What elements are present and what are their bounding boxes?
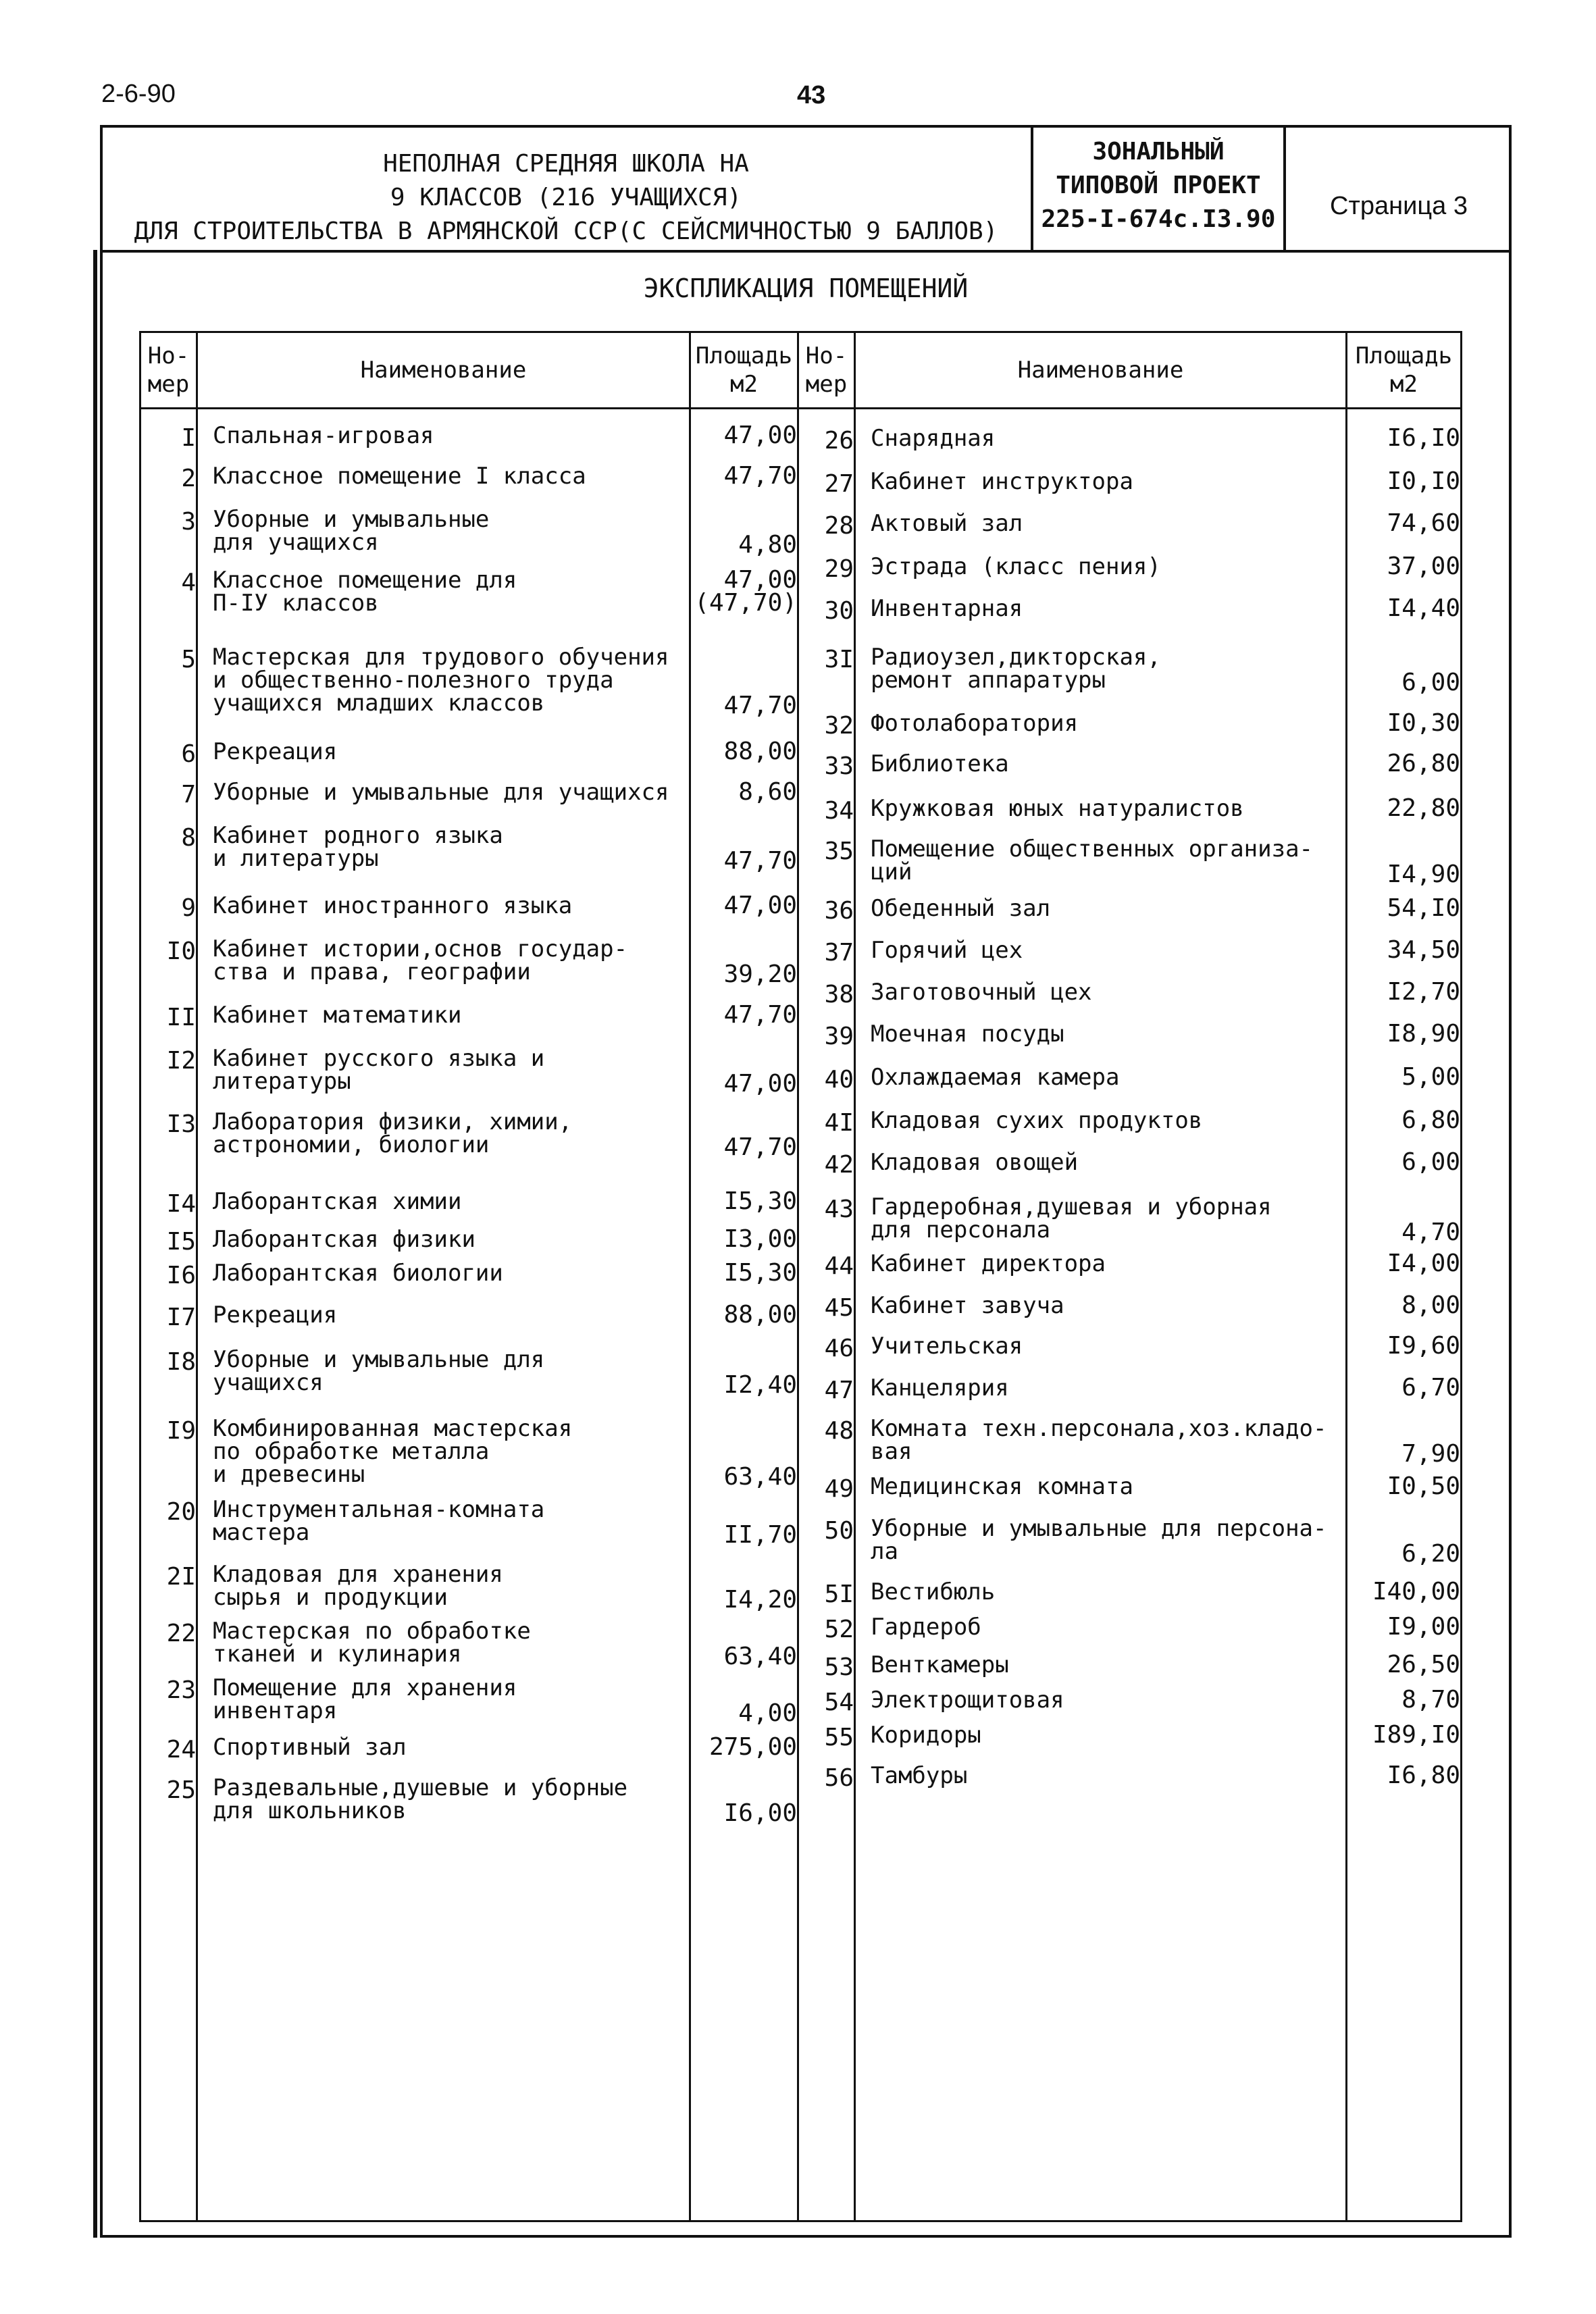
room-area: II,70 xyxy=(723,1521,797,1549)
room-number: 53 xyxy=(824,1653,854,1681)
room-area: 7,90 xyxy=(1401,1440,1460,1468)
room-number: 2 xyxy=(181,465,196,492)
room-name: Кабинет иностранного языка xyxy=(213,892,573,919)
room-number: 42 xyxy=(824,1151,854,1179)
room-name: Лаборантская химии xyxy=(213,1188,462,1215)
room-name: Гардероб xyxy=(871,1614,981,1641)
room-number: 28 xyxy=(824,512,854,540)
frame-left-rule xyxy=(93,250,97,2238)
room-number: 22 xyxy=(166,1620,196,1647)
room-area: I9,60 xyxy=(1387,1332,1460,1360)
room-area: 47,00 xyxy=(723,421,797,449)
room-number: 24 xyxy=(166,1736,196,1764)
room-number: 52 xyxy=(824,1616,854,1643)
room-number: 25 xyxy=(166,1776,196,1804)
room-area: I4,90 xyxy=(1387,860,1460,888)
room-number: 2I xyxy=(166,1563,196,1591)
room-area: 6,00 xyxy=(1401,669,1460,696)
room-name: Кабинет математики xyxy=(213,1002,462,1029)
room-name: Уборные и умывальные для учащихся xyxy=(213,1346,545,1396)
room-name: Учительская xyxy=(871,1333,1023,1360)
room-name: Библиотека xyxy=(871,750,1009,777)
room-name: Инвентарная xyxy=(871,595,1023,622)
room-area: 6,00 xyxy=(1401,1148,1460,1176)
room-area: 47,70 xyxy=(723,692,797,719)
room-area: 22,80 xyxy=(1387,794,1460,822)
room-name: Кладовая сухих продуктов xyxy=(871,1107,1203,1134)
project-title-line: НЕПОЛНАЯ СРЕДНЯЯ ШКОЛА НА xyxy=(383,150,749,178)
room-name: Снарядная xyxy=(871,425,996,452)
room-number: I4 xyxy=(166,1190,196,1218)
room-name: Спортивный зал xyxy=(213,1734,407,1761)
room-name: Кабинет инструктора xyxy=(871,468,1133,495)
room-number: 55 xyxy=(824,1724,854,1751)
room-name: Раздевальные,душевые и уборные для школьников xyxy=(213,1774,628,1824)
right-name-column xyxy=(856,409,1345,2219)
room-area: I6,80 xyxy=(1387,1762,1460,1789)
room-name: Электрощитовая xyxy=(871,1687,1064,1714)
room-area: 47,70 xyxy=(723,462,797,490)
room-area: I4,40 xyxy=(1387,594,1460,622)
room-number: 49 xyxy=(824,1475,854,1503)
table-header-row xyxy=(140,332,1462,409)
right-number-column xyxy=(799,409,854,2219)
room-number: I9 xyxy=(166,1417,196,1445)
room-area: I3,00 xyxy=(723,1225,797,1253)
room-name: Рекреация xyxy=(213,738,338,765)
room-name: Классное помещение I класса xyxy=(213,463,586,490)
room-name: Комбинированная мастерская по обработке металла и древесины xyxy=(213,1415,573,1488)
room-area: 8,60 xyxy=(738,778,797,806)
col-name-header: Наименование xyxy=(855,332,1347,409)
room-area: 6,20 xyxy=(1401,1540,1460,1568)
room-name: Рекреация xyxy=(213,1302,338,1329)
project-type-line: ТИПОВОЙ ПРОЕКТ xyxy=(1056,172,1261,199)
room-number: 46 xyxy=(824,1335,854,1362)
room-area: I9,00 xyxy=(1387,1613,1460,1641)
room-number: I2 xyxy=(166,1047,196,1075)
room-number: 4I xyxy=(824,1109,854,1137)
project-code-block xyxy=(1033,135,1283,236)
room-name: Мастерская для трудового обучения и общественно-полезного труда учащихся младших классов xyxy=(213,644,669,717)
room-number: 47 xyxy=(824,1377,854,1404)
room-number: 48 xyxy=(824,1417,854,1445)
room-number: I8 xyxy=(166,1348,196,1376)
col-name-header: Наименование xyxy=(197,332,690,409)
room-area: 63,40 xyxy=(723,1463,797,1491)
room-name: Актовый зал xyxy=(871,510,1023,537)
room-name: Кружковая юных натуралистов xyxy=(871,795,1244,822)
room-number: 36 xyxy=(824,897,854,925)
room-number: 32 xyxy=(824,712,854,740)
page-label: Страница 3 xyxy=(1330,192,1468,220)
room-number: 44 xyxy=(824,1252,854,1280)
room-number: 8 xyxy=(181,824,196,852)
room-area: I0,50 xyxy=(1387,1472,1460,1500)
room-area: I5,30 xyxy=(723,1259,797,1287)
room-name: Кабинет истории,основ государ- ства и права, географии xyxy=(213,935,628,985)
room-name: Кабинет родного языка и литературы xyxy=(213,822,503,872)
title-block-separator xyxy=(1283,125,1286,251)
room-name: Лаборантская биологии xyxy=(213,1260,503,1287)
rooms-table xyxy=(139,331,1462,2222)
room-area: I89,I0 xyxy=(1372,1721,1460,1749)
room-number: 45 xyxy=(824,1294,854,1322)
project-title-line: ДЛЯ СТРОИТЕЛЬСТВА В АРМЯНСКОЙ ССР(С СЕЙСМИЧНОСТЬЮ 9 БАЛЛОВ) xyxy=(134,217,998,245)
room-name: Кладовая для хранения сырья и продукции xyxy=(213,1561,503,1611)
room-area: 5,00 xyxy=(1401,1063,1460,1091)
room-area: 4,00 xyxy=(738,1699,797,1727)
room-number: 35 xyxy=(824,838,854,865)
room-number: II xyxy=(166,1004,196,1031)
room-number: 39 xyxy=(824,1023,854,1050)
room-area: 39,20 xyxy=(723,960,797,988)
room-area: 88,00 xyxy=(723,738,797,765)
room-number: 30 xyxy=(824,597,854,625)
room-area: I6,I0 xyxy=(1387,424,1460,452)
room-name: Кабинет директора xyxy=(871,1250,1106,1277)
room-number: I5 xyxy=(166,1228,196,1256)
room-area: 34,50 xyxy=(1387,936,1460,964)
room-area: 37,00 xyxy=(1387,552,1460,580)
room-number: 40 xyxy=(824,1066,854,1094)
room-name: Гардеробная,душевая и уборная для персонала xyxy=(871,1193,1272,1243)
room-area: I2,70 xyxy=(1387,978,1460,1006)
room-name: Эстрада (класс пения) xyxy=(871,553,1161,580)
left-number-column xyxy=(141,409,196,2219)
room-number: 6 xyxy=(181,740,196,768)
room-area: 63,40 xyxy=(723,1643,797,1670)
left-area-column xyxy=(691,409,797,2219)
room-name: Помещение общественных организа- ций xyxy=(871,835,1314,885)
document-code: 2-6-90 xyxy=(101,80,176,108)
room-area: 8,70 xyxy=(1401,1686,1460,1714)
room-number: 23 xyxy=(166,1676,196,1704)
room-number: I3 xyxy=(166,1110,196,1138)
room-name: Кладовая овощей xyxy=(871,1149,1079,1176)
room-number: 33 xyxy=(824,752,854,780)
room-number: 50 xyxy=(824,1517,854,1545)
room-area: 47,00 xyxy=(723,892,797,919)
room-area: 4,80 xyxy=(738,531,797,559)
room-number: 56 xyxy=(824,1764,854,1792)
room-name: Комната техн.персонала,хоз.кладо- вая xyxy=(871,1415,1327,1465)
room-number: 26 xyxy=(824,427,854,455)
room-area: I8,90 xyxy=(1387,1020,1460,1048)
room-name: Помещение для хранения инвентаря xyxy=(213,1674,517,1724)
col-number-header: Но- мер xyxy=(140,332,197,409)
room-number: 27 xyxy=(824,470,854,498)
room-name: Вестибюль xyxy=(871,1578,996,1605)
room-number: I6 xyxy=(166,1262,196,1289)
room-name: Уборные и умывальные для персона- ла xyxy=(871,1515,1327,1565)
room-number: 7 xyxy=(181,781,196,808)
col-area-header: Площадь м2 xyxy=(690,332,798,409)
project-code: 225-I-674с.I3.90 xyxy=(1041,205,1276,233)
room-number: 9 xyxy=(181,894,196,922)
project-title xyxy=(101,147,1031,249)
room-number: 29 xyxy=(824,555,854,583)
project-title-line: 9 КЛАССОВ (216 УЧАЩИХСЯ) xyxy=(390,184,742,211)
room-area: I2,40 xyxy=(723,1371,797,1399)
room-name: Спальная-игровая xyxy=(213,422,434,449)
room-name: Радиоузел,дикторская, ремонт аппаратуры xyxy=(871,644,1161,694)
room-area: 47,70 xyxy=(723,1133,797,1161)
room-area: 47,70 xyxy=(723,1001,797,1029)
room-area: 26,50 xyxy=(1387,1651,1460,1678)
room-area: 54,I0 xyxy=(1387,894,1460,922)
room-number: 3I xyxy=(824,646,854,673)
room-area: I40,00 xyxy=(1372,1578,1460,1605)
room-name: Уборные и умывальные для учащихся xyxy=(213,779,669,806)
room-name: Тамбуры xyxy=(871,1762,968,1789)
room-name: Медицинская комната xyxy=(871,1473,1133,1500)
room-area: 4,70 xyxy=(1401,1218,1460,1246)
right-area-column xyxy=(1347,409,1460,2219)
room-area: 8,00 xyxy=(1401,1291,1460,1319)
sheet-title: ЭКСПЛИКАЦИЯ ПОМЕЩЕНИЙ xyxy=(643,274,969,303)
room-name: Канцелярия xyxy=(871,1374,1009,1402)
room-name: Обеденный зал xyxy=(871,895,1051,922)
project-type-line: ЗОНАЛЬНЫЙ xyxy=(1092,138,1225,165)
room-area: I5,30 xyxy=(723,1187,797,1215)
room-number: 4 xyxy=(181,569,196,596)
room-area: I4,00 xyxy=(1387,1250,1460,1277)
room-name: Классное помещение для П-IУ классов xyxy=(213,567,517,617)
room-area: 6,80 xyxy=(1401,1106,1460,1134)
left-name-column xyxy=(198,409,689,2219)
room-number: 5 xyxy=(181,646,196,673)
room-number: I7 xyxy=(166,1304,196,1331)
room-name: Кабинет завуча xyxy=(871,1292,1064,1319)
room-number: 34 xyxy=(824,797,854,825)
room-number: I0 xyxy=(166,937,196,965)
room-name: Коридоры xyxy=(871,1722,981,1749)
room-name: Фотолаборатория xyxy=(871,710,1079,737)
room-number: 20 xyxy=(166,1498,196,1526)
room-name: Уборные и умывальные для учащихся xyxy=(213,506,490,556)
room-area: 47,70 xyxy=(723,847,797,875)
room-name: Венткамеры xyxy=(871,1651,1009,1678)
room-name: Мастерская по обработке тканей и кулинария xyxy=(213,1618,531,1668)
title-block-divider xyxy=(100,250,1512,253)
room-name: Моечная посуды xyxy=(871,1021,1064,1048)
col-number-header: Но- мер xyxy=(798,332,855,409)
room-name: Кабинет русского языка и литературы xyxy=(213,1045,545,1095)
room-number: 38 xyxy=(824,981,854,1008)
room-area: 74,60 xyxy=(1387,509,1460,537)
room-area: 47,00 xyxy=(723,1070,797,1098)
room-name: Заготовочный цех xyxy=(871,979,1092,1006)
room-number: 43 xyxy=(824,1195,854,1223)
room-name: Лаборатория физики, химии, астрономии, биологии xyxy=(213,1108,573,1158)
room-area: I0,30 xyxy=(1387,709,1460,737)
room-number: I xyxy=(181,424,196,452)
room-area: I0,I0 xyxy=(1387,467,1460,495)
room-name: Лаборантская физики xyxy=(213,1226,475,1253)
room-area: 6,70 xyxy=(1401,1374,1460,1402)
room-number: 37 xyxy=(824,939,854,967)
room-number: 5I xyxy=(824,1580,854,1608)
page-number: 43 xyxy=(797,81,826,109)
col-area-header: Площадь м2 xyxy=(1347,332,1462,409)
room-area: 26,80 xyxy=(1387,750,1460,777)
room-area: 88,00 xyxy=(723,1301,797,1329)
room-number: 54 xyxy=(824,1689,854,1716)
room-area: 275,00 xyxy=(709,1733,797,1761)
room-number: 3 xyxy=(181,508,196,536)
room-name: Горячий цех xyxy=(871,937,1023,964)
room-area: 47,00 (47,70) xyxy=(694,566,797,617)
room-area: I4,20 xyxy=(723,1586,797,1614)
room-area: I6,00 xyxy=(723,1799,797,1827)
room-name: Охлаждаемая камера xyxy=(871,1064,1120,1091)
room-name: Инструментальная-комната мастера xyxy=(213,1496,545,1546)
